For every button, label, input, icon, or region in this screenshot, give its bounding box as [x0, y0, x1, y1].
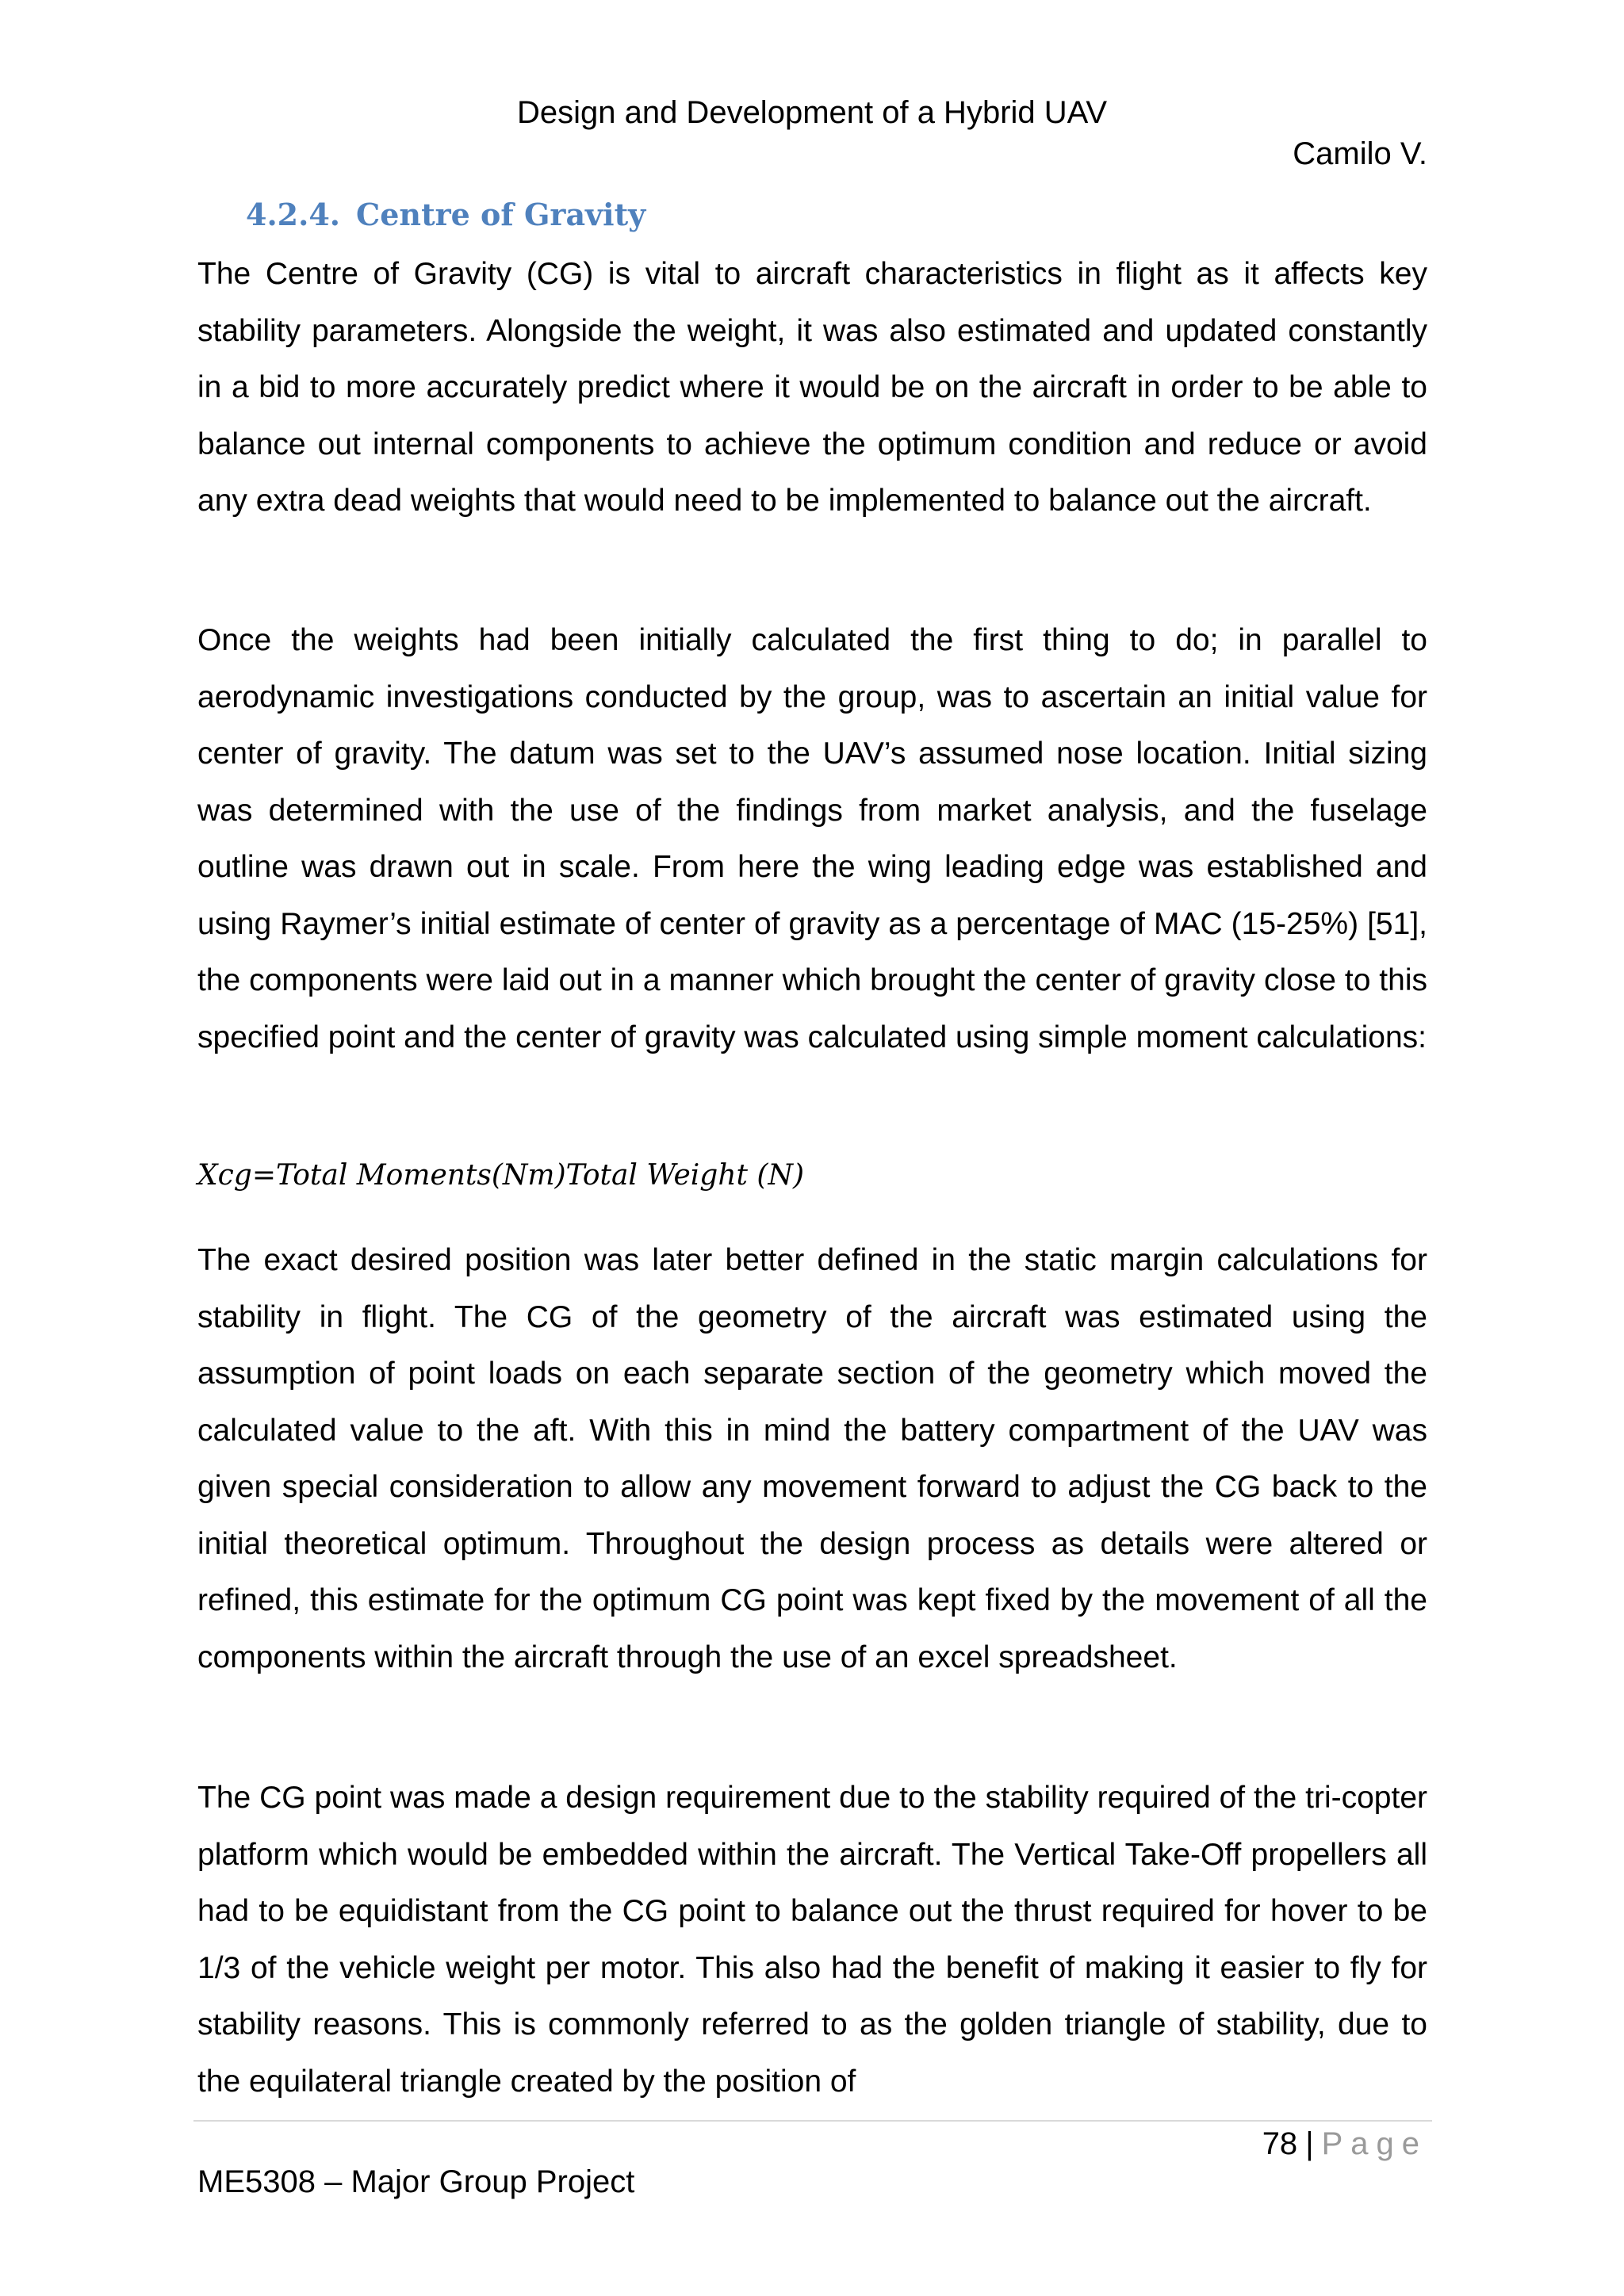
page-separator: |	[1305, 2126, 1314, 2161]
paragraph: The Centre of Gravity (CG) is vital to aircraft characteristics in flight as it affects key stability parameters. Alongside the weight, it was also estimated and updated constantly in a bid to more accurately predict where it would be on the aircraft in order to be able to balance out internal components to achieve the optimum condition and reduce or avoid any extra dead weights that would need to be implemented to balance out the aircraft.	[197, 257, 1427, 518]
paragraph-4-block	[197, 1770, 1427, 2110]
footer-course: ME5308 – Major Group Project	[197, 2164, 635, 2199]
page-number: 78	[1262, 2126, 1298, 2161]
cg-equation: Xcg=Total Moments(Nm)Total Weight (N)	[197, 1159, 804, 1192]
paragraph: The CG point was made a design requirement due to the stability required of the tri-copter platform which would be embedded within the aircraft. The Vertical Take-Off propellers all had to be equidistant from the CG point to balance out the thrust required for hover to be 1/3 of the vehicle weight per motor. This also had the benefit of making it easier to fly for stability reasons. This is commonly referred to as the golden triangle of stability, due to the equilateral triangle created by the position of	[197, 1781, 1427, 2099]
section-title: Centre of Gravity	[356, 197, 646, 232]
paragraph-2-block	[197, 612, 1427, 1066]
page-label: Page	[1321, 2126, 1427, 2161]
paragraph-3-block	[197, 1232, 1427, 1686]
paragraph-1-block	[197, 246, 1427, 530]
paragraph: Once the weights had been initially calculated the first thing to do; in parallel to aerodynamic investigations conducted by the group, was to ascertain an initial value for center of gravity. The datum was set to the UAV’s assumed nose location. Initial sizing was determined with the use of the findings from market analysis, and the fuselage outline was drawn out in scale. From here the wing leading edge was established and using Raymer’s initial estimate of center of gravity as a percentage of MAC (15-25%) [51], the components were laid out in a manner which brought the center of gravity close to this specified point and the center of gravity was calculated using simple moment calculations:	[197, 623, 1427, 1054]
header-author: Camilo V.	[1293, 136, 1427, 171]
section-heading	[246, 195, 645, 235]
section-number: 4.2.4.	[246, 197, 341, 232]
paragraph: The exact desired position was later better defined in the static margin calculations for stability in flight. The CG of the geometry of the aircraft was estimated using the assumption of point loads on each separate section of the geometry which moved the calculated value to the aft. With this in mind the battery compartment of the UAV was given special consideration to allow any movement forward to adjust the CG back to the initial theoretical optimum. Throughout the design process as details were altered or refined, this estimate for the optimum CG point was kept fixed by the movement of all the components within the aircraft through the use of an excel spreadsheet.	[197, 1243, 1427, 1674]
page-number-block	[1262, 2122, 1427, 2166]
header-title: Design and Development of a Hybrid UAV	[516, 95, 1108, 130]
footer-divider	[193, 2120, 1432, 2122]
